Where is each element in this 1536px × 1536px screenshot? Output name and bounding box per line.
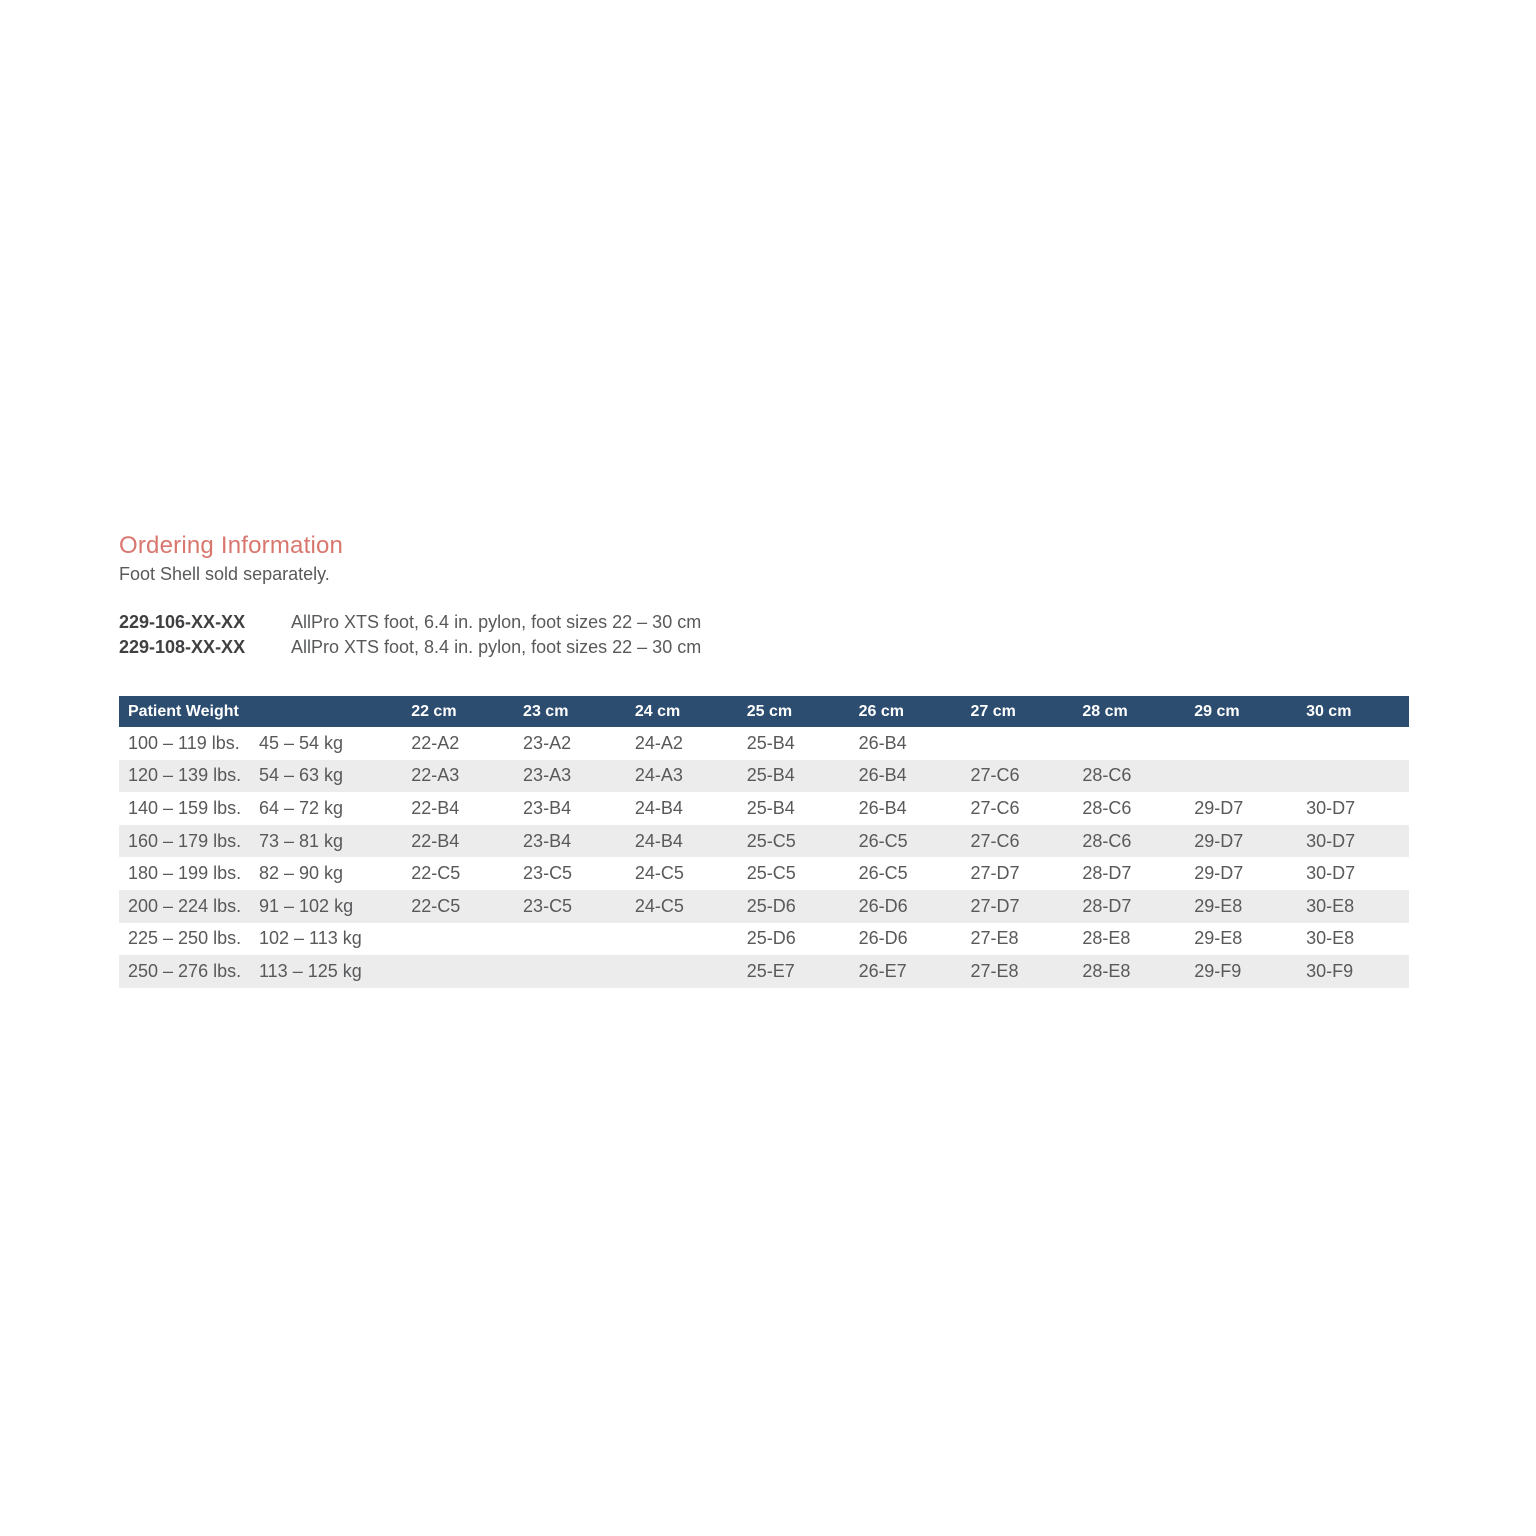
- part-description: AllPro XTS foot, 6.4 in. pylon, foot sizes 22 – 30 cm: [291, 612, 702, 632]
- size-code-cell: 26-B4: [858, 732, 907, 753]
- size-code-cell: [1073, 727, 1185, 760]
- size-code-cell: 28-D7: [1073, 890, 1185, 923]
- part-row: [119, 635, 1409, 660]
- size-code-cell: 23-C5: [523, 863, 573, 884]
- part-number: 229-108-XX-XX: [119, 637, 246, 657]
- size-code-cell: 28-D7: [1082, 863, 1132, 884]
- size-code-cell: 27-E8: [961, 955, 1073, 988]
- size-header: 22 cm: [402, 696, 514, 727]
- size-code-cell: 25-D6: [738, 890, 850, 923]
- size-code-cell: 23-A2: [523, 732, 572, 753]
- size-code-cell: [514, 955, 626, 988]
- size-code-cell: 27-C6: [961, 760, 1073, 793]
- patient-weight-header: Patient Weight: [119, 696, 402, 727]
- size-code-cell: 27-E8: [970, 928, 1019, 949]
- header-row: [119, 696, 1409, 727]
- size-code-cell: 29-F9: [1185, 955, 1297, 988]
- size-code-cell: 25-B4: [746, 732, 795, 753]
- size-code-cell: [626, 923, 738, 956]
- weight-kg-cell: 91 – 102 kg: [250, 890, 402, 923]
- weight-kg-cell: 82 – 90 kg: [259, 863, 344, 884]
- size-code-cell: 23-A3: [514, 760, 626, 793]
- part-row: [119, 610, 1409, 635]
- size-code-cell: 26-E7: [850, 955, 962, 988]
- size-code-cell: 24-B4: [626, 825, 738, 858]
- size-header: 29 cm: [1185, 696, 1297, 727]
- weight-kg-cell: 73 – 81 kg: [250, 825, 402, 858]
- size-header: 26 cm: [850, 696, 962, 727]
- table-row: [119, 760, 1409, 793]
- size-code-cell: [626, 955, 738, 988]
- table-row: [119, 923, 1409, 956]
- size-code-cell: 26-B4: [850, 760, 962, 793]
- size-header: 30 cm: [1297, 696, 1409, 727]
- part-description: AllPro XTS foot, 8.4 in. pylon, foot sizes 22 – 30 cm: [291, 637, 702, 657]
- size-code-cell: 28-C6: [1073, 760, 1185, 793]
- size-header: 24 cm: [626, 696, 738, 727]
- weight-lbs-cell: 160 – 179 lbs.: [119, 825, 250, 858]
- size-code-cell: [1185, 760, 1297, 793]
- size-code-cell: 24-C5: [626, 890, 738, 923]
- section-subtitle: Foot Shell sold separately.: [119, 564, 330, 584]
- size-header: 28 cm: [1073, 696, 1185, 727]
- size-code-cell: [961, 727, 1073, 760]
- size-code-cell: 24-C5: [634, 863, 684, 884]
- weight-kg-cell: 64 – 72 kg: [259, 797, 344, 818]
- size-code-cell: [402, 923, 514, 956]
- size-code-cell: 28-C6: [1082, 797, 1132, 818]
- size-code-cell: 27-C6: [970, 797, 1020, 818]
- size-code-cell: 22-C5: [411, 863, 461, 884]
- size-code-cell: 30-E8: [1297, 890, 1409, 923]
- size-code-cell: 23-C5: [514, 890, 626, 923]
- size-code-cell: 30-F9: [1297, 955, 1409, 988]
- size-code-cell: 23-B4: [514, 825, 626, 858]
- size-code-cell: 24-A2: [634, 732, 683, 753]
- sizing-table: [119, 696, 1409, 988]
- size-code-cell: 25-C5: [746, 863, 796, 884]
- weight-kg-cell: 102 – 113 kg: [259, 928, 362, 949]
- weight-lbs-cell: 180 – 199 lbs.: [128, 863, 242, 884]
- part-number: 229-106-XX-XX: [119, 612, 246, 632]
- weight-lbs-cell: 250 – 276 lbs.: [119, 955, 250, 988]
- table-row: [119, 955, 1409, 988]
- size-code-cell: 25-C5: [738, 825, 850, 858]
- size-code-cell: 29-E8: [1185, 890, 1297, 923]
- weight-lbs-cell: 225 – 250 lbs.: [128, 928, 242, 949]
- size-code-cell: 22-B4: [402, 825, 514, 858]
- size-code-cell: 26-C5: [850, 825, 962, 858]
- weight-kg-cell: 45 – 54 kg: [259, 732, 344, 753]
- ordering-information-section: [119, 532, 1409, 988]
- weight-lbs-cell: 120 – 139 lbs.: [119, 760, 250, 793]
- size-code-cell: 30-E8: [1306, 928, 1355, 949]
- table-row: [119, 857, 1409, 890]
- weight-lbs-cell: 140 – 159 lbs.: [128, 797, 242, 818]
- size-header: 25 cm: [738, 696, 850, 727]
- weight-lbs-cell: 100 – 119 lbs.: [128, 732, 240, 753]
- size-code-cell: 29-D7: [1185, 825, 1297, 858]
- size-code-cell: 22-A2: [411, 732, 460, 753]
- size-code-cell: 25-E7: [738, 955, 850, 988]
- weight-kg-cell: 54 – 63 kg: [250, 760, 402, 793]
- table-row: [119, 792, 1409, 825]
- size-code-cell: 26-B4: [858, 797, 907, 818]
- size-code-cell: 26-D6: [858, 928, 908, 949]
- section-title: Ordering Information: [119, 532, 344, 559]
- size-code-cell: 26-C5: [858, 863, 908, 884]
- size-code-cell: [1297, 727, 1409, 760]
- size-code-cell: 30-D7: [1297, 825, 1409, 858]
- size-code-cell: 29-D7: [1194, 797, 1244, 818]
- part-number-list: [119, 610, 1409, 660]
- size-header: 27 cm: [961, 696, 1073, 727]
- size-code-cell: 27-C6: [961, 825, 1073, 858]
- size-header: 23 cm: [514, 696, 626, 727]
- size-code-cell: 22-A3: [402, 760, 514, 793]
- size-code-cell: 23-B4: [523, 797, 572, 818]
- table-row: [119, 825, 1409, 858]
- size-code-cell: 29-D7: [1194, 863, 1244, 884]
- size-code-cell: [1185, 727, 1297, 760]
- size-code-cell: 25-B4: [738, 760, 850, 793]
- size-code-cell: 27-D7: [961, 890, 1073, 923]
- size-code-cell: 28-E8: [1073, 955, 1185, 988]
- size-code-cell: 26-D6: [850, 890, 962, 923]
- size-code-cell: 25-B4: [746, 797, 795, 818]
- size-code-cell: [402, 955, 514, 988]
- size-code-cell: [1297, 760, 1409, 793]
- size-code-cell: 28-C6: [1073, 825, 1185, 858]
- size-code-cell: 28-E8: [1082, 928, 1131, 949]
- size-code-cell: 30-D7: [1306, 863, 1356, 884]
- table-row: [119, 727, 1409, 760]
- table-row: [119, 890, 1409, 923]
- size-code-cell: 24-B4: [634, 797, 683, 818]
- size-code-cell: 24-A3: [626, 760, 738, 793]
- size-code-cell: 22-C5: [402, 890, 514, 923]
- table-header: [119, 696, 1409, 727]
- weight-kg-cell: 113 – 125 kg: [250, 955, 402, 988]
- size-code-cell: 30-D7: [1306, 797, 1356, 818]
- size-code-cell: 22-B4: [411, 797, 460, 818]
- size-code-cell: 27-D7: [970, 863, 1020, 884]
- size-code-cell: 25-D6: [746, 928, 796, 949]
- size-code-cell: [514, 923, 626, 956]
- size-code-cell: 29-E8: [1194, 928, 1243, 949]
- table-body: [119, 727, 1409, 988]
- weight-lbs-cell: 200 – 224 lbs.: [119, 890, 250, 923]
